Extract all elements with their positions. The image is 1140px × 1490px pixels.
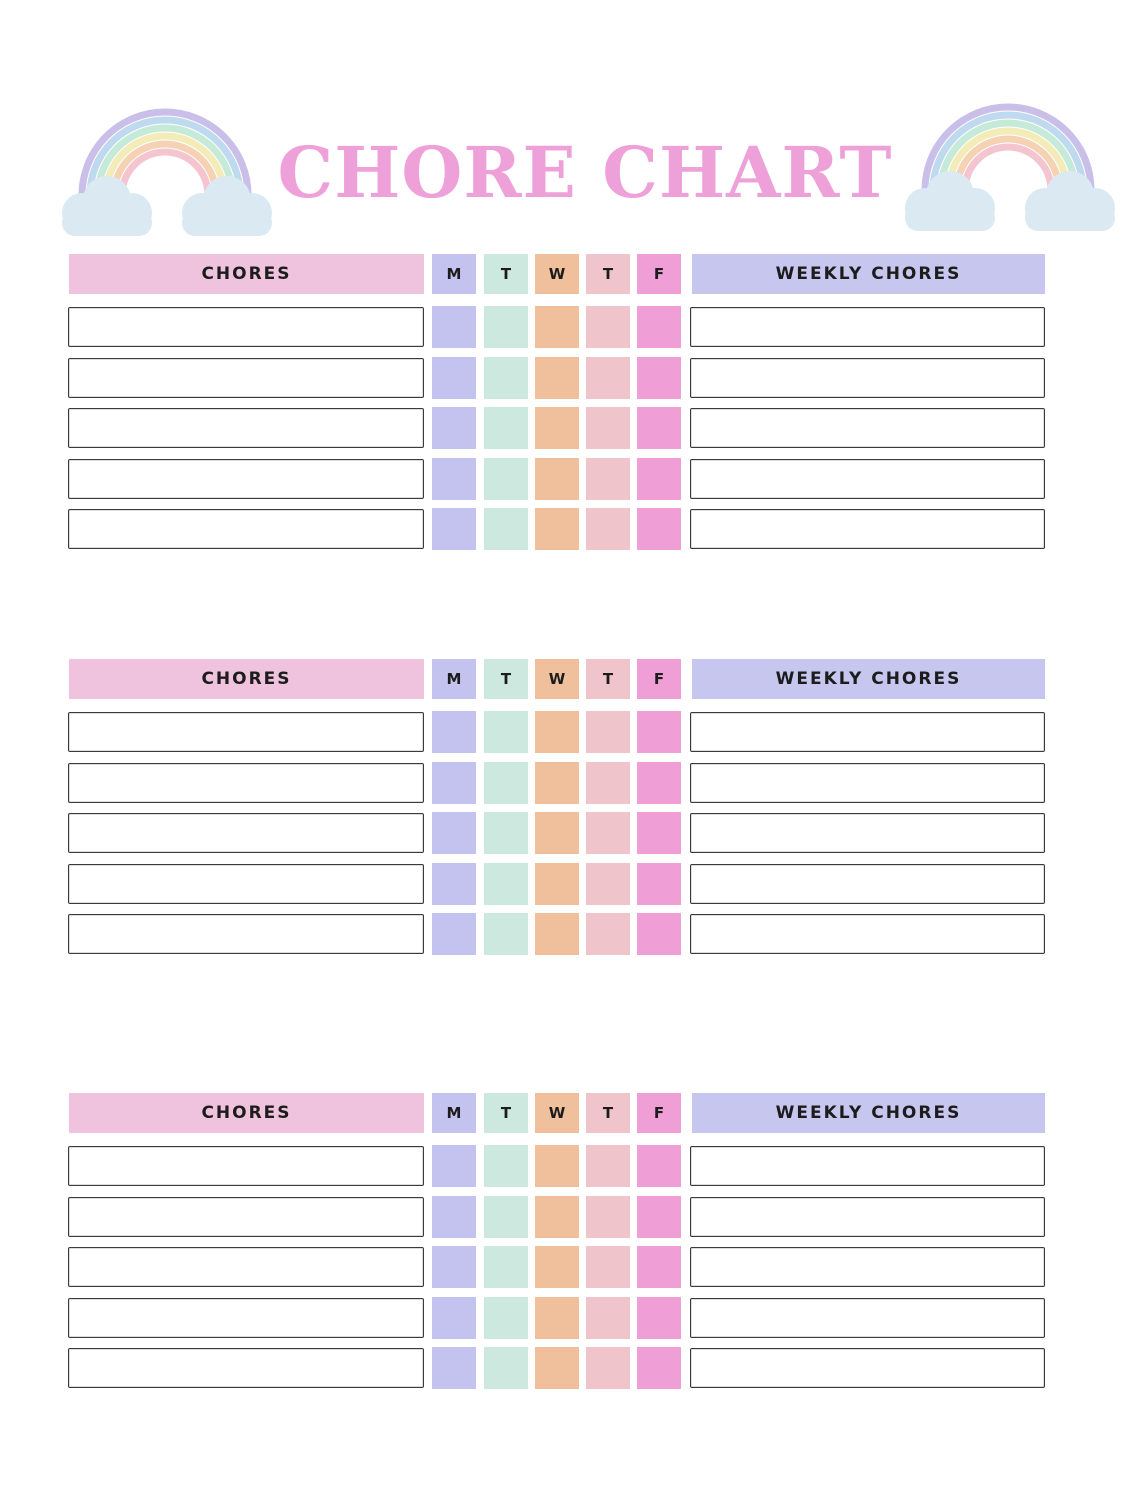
day-check-cell[interactable] xyxy=(586,508,630,550)
day-header: M xyxy=(432,659,476,699)
day-check-cell[interactable] xyxy=(535,1145,579,1187)
day-check-cell[interactable] xyxy=(432,913,476,955)
day-check-cell[interactable] xyxy=(535,762,579,804)
day-check-cell[interactable] xyxy=(586,1297,630,1339)
weekly-chore-input[interactable] xyxy=(690,813,1045,853)
weekly-chore-input[interactable] xyxy=(690,1348,1045,1388)
day-check-cell[interactable] xyxy=(586,762,630,804)
day-check-cell[interactable] xyxy=(586,711,630,753)
day-check-cell[interactable] xyxy=(484,508,528,550)
weekly-chore-input[interactable] xyxy=(690,1197,1045,1237)
day-check-cell[interactable] xyxy=(637,357,681,399)
day-check-cell[interactable] xyxy=(637,407,681,449)
chore-input[interactable] xyxy=(68,358,424,398)
chores-header: CHORES xyxy=(69,659,424,699)
weekly-chores-header: WEEKLY CHORES xyxy=(692,254,1045,294)
day-check-cell[interactable] xyxy=(637,1196,681,1238)
day-check-cell[interactable] xyxy=(637,812,681,854)
weekly-chore-input[interactable] xyxy=(690,1146,1045,1186)
chore-input[interactable] xyxy=(68,1146,424,1186)
day-check-cell[interactable] xyxy=(637,1246,681,1288)
cloud-icon xyxy=(62,176,272,236)
chores-header: CHORES xyxy=(69,1093,424,1133)
weekly-chore-input[interactable] xyxy=(690,358,1045,398)
day-check-cell[interactable] xyxy=(484,1297,528,1339)
day-check-cell[interactable] xyxy=(484,357,528,399)
chore-input[interactable] xyxy=(68,307,424,347)
day-check-cell[interactable] xyxy=(637,863,681,905)
day-check-cell[interactable] xyxy=(535,1246,579,1288)
day-check-cell[interactable] xyxy=(586,306,630,348)
weekly-chore-input[interactable] xyxy=(690,509,1045,549)
day-check-cell[interactable] xyxy=(484,458,528,500)
day-check-cell[interactable] xyxy=(586,1196,630,1238)
day-check-cell[interactable] xyxy=(535,407,579,449)
day-check-cell[interactable] xyxy=(535,508,579,550)
day-header: W xyxy=(535,1093,579,1133)
day-check-cell[interactable] xyxy=(535,913,579,955)
chore-input[interactable] xyxy=(68,408,424,448)
day-check-cell[interactable] xyxy=(535,863,579,905)
day-check-cell[interactable] xyxy=(637,1297,681,1339)
day-check-cell[interactable] xyxy=(637,306,681,348)
day-header: F xyxy=(637,1093,681,1133)
chore-input[interactable] xyxy=(68,1348,424,1388)
day-check-cell[interactable] xyxy=(484,1347,528,1389)
day-check-cell[interactable] xyxy=(484,1145,528,1187)
day-check-cell[interactable] xyxy=(586,357,630,399)
day-check-cell[interactable] xyxy=(637,711,681,753)
day-check-cell[interactable] xyxy=(637,762,681,804)
day-check-cell[interactable] xyxy=(535,812,579,854)
day-check-cell[interactable] xyxy=(586,407,630,449)
chore-input[interactable] xyxy=(68,1247,424,1287)
day-check-cell[interactable] xyxy=(637,913,681,955)
chore-input[interactable] xyxy=(68,1298,424,1338)
day-header: F xyxy=(637,254,681,294)
day-check-cell[interactable] xyxy=(535,458,579,500)
day-check-cell[interactable] xyxy=(484,913,528,955)
day-check-cell[interactable] xyxy=(586,1145,630,1187)
weekly-chore-input[interactable] xyxy=(690,1298,1045,1338)
chore-input[interactable] xyxy=(68,712,424,752)
chore-input[interactable] xyxy=(68,813,424,853)
chore-input[interactable] xyxy=(68,459,424,499)
day-check-cell[interactable] xyxy=(535,306,579,348)
day-check-cell[interactable] xyxy=(484,711,528,753)
weekly-chore-input[interactable] xyxy=(690,763,1045,803)
day-check-cell[interactable] xyxy=(432,458,476,500)
day-check-cell[interactable] xyxy=(586,1347,630,1389)
day-header: W xyxy=(535,254,579,294)
day-header: F xyxy=(637,659,681,699)
day-check-cell[interactable] xyxy=(432,407,476,449)
weekly-chore-input[interactable] xyxy=(690,459,1045,499)
day-check-cell[interactable] xyxy=(484,1246,528,1288)
cloud-icon xyxy=(905,171,1115,231)
day-check-cell[interactable] xyxy=(432,1297,476,1339)
day-check-cell[interactable] xyxy=(432,812,476,854)
day-header: T xyxy=(484,254,528,294)
page-title: CHORE CHART xyxy=(277,131,893,214)
day-check-cell[interactable] xyxy=(637,458,681,500)
day-check-cell[interactable] xyxy=(535,357,579,399)
weekly-chore-input[interactable] xyxy=(690,712,1045,752)
weekly-chores-header: WEEKLY CHORES xyxy=(692,659,1045,699)
day-check-cell[interactable] xyxy=(637,508,681,550)
weekly-chore-input[interactable] xyxy=(690,864,1045,904)
day-check-cell[interactable] xyxy=(432,762,476,804)
chore-input[interactable] xyxy=(68,864,424,904)
weekly-chore-input[interactable] xyxy=(690,408,1045,448)
day-header: T xyxy=(586,254,630,294)
weekly-chore-input[interactable] xyxy=(690,1247,1045,1287)
chore-input[interactable] xyxy=(68,509,424,549)
weekly-chores-header: WEEKLY CHORES xyxy=(692,1093,1045,1133)
day-check-cell[interactable] xyxy=(484,306,528,348)
chore-section xyxy=(0,254,1140,554)
day-check-cell[interactable] xyxy=(484,863,528,905)
chore-section xyxy=(0,659,1140,959)
day-check-cell[interactable] xyxy=(637,1347,681,1389)
day-check-cell[interactable] xyxy=(484,762,528,804)
chore-section xyxy=(0,1093,1140,1393)
day-header: W xyxy=(535,659,579,699)
day-check-cell[interactable] xyxy=(432,508,476,550)
day-header: T xyxy=(586,659,630,699)
day-check-cell[interactable] xyxy=(535,711,579,753)
day-check-cell[interactable] xyxy=(586,863,630,905)
day-check-cell[interactable] xyxy=(586,1246,630,1288)
day-check-cell[interactable] xyxy=(535,1347,579,1389)
weekly-chore-input[interactable] xyxy=(690,307,1045,347)
day-check-cell[interactable] xyxy=(484,812,528,854)
chores-header: CHORES xyxy=(69,254,424,294)
rainbow-icon xyxy=(52,105,282,245)
chore-input[interactable] xyxy=(68,914,424,954)
day-check-cell[interactable] xyxy=(586,458,630,500)
rainbow-icon xyxy=(895,100,1125,240)
day-check-cell[interactable] xyxy=(535,1196,579,1238)
chore-input[interactable] xyxy=(68,763,424,803)
weekly-chore-input[interactable] xyxy=(690,914,1045,954)
day-check-cell[interactable] xyxy=(535,1297,579,1339)
day-check-cell[interactable] xyxy=(432,863,476,905)
day-header: M xyxy=(432,254,476,294)
chore-input[interactable] xyxy=(68,1197,424,1237)
day-check-cell[interactable] xyxy=(586,913,630,955)
day-header: T xyxy=(484,659,528,699)
day-check-cell[interactable] xyxy=(484,1196,528,1238)
day-check-cell[interactable] xyxy=(637,1145,681,1187)
day-check-cell[interactable] xyxy=(432,1347,476,1389)
day-check-cell[interactable] xyxy=(432,357,476,399)
day-check-cell[interactable] xyxy=(432,306,476,348)
day-check-cell[interactable] xyxy=(432,711,476,753)
day-header: T xyxy=(484,1093,528,1133)
day-check-cell[interactable] xyxy=(484,407,528,449)
day-check-cell[interactable] xyxy=(432,1196,476,1238)
day-header: T xyxy=(586,1093,630,1133)
day-check-cell[interactable] xyxy=(432,1246,476,1288)
day-check-cell[interactable] xyxy=(586,812,630,854)
day-header: M xyxy=(432,1093,476,1133)
day-check-cell[interactable] xyxy=(432,1145,476,1187)
